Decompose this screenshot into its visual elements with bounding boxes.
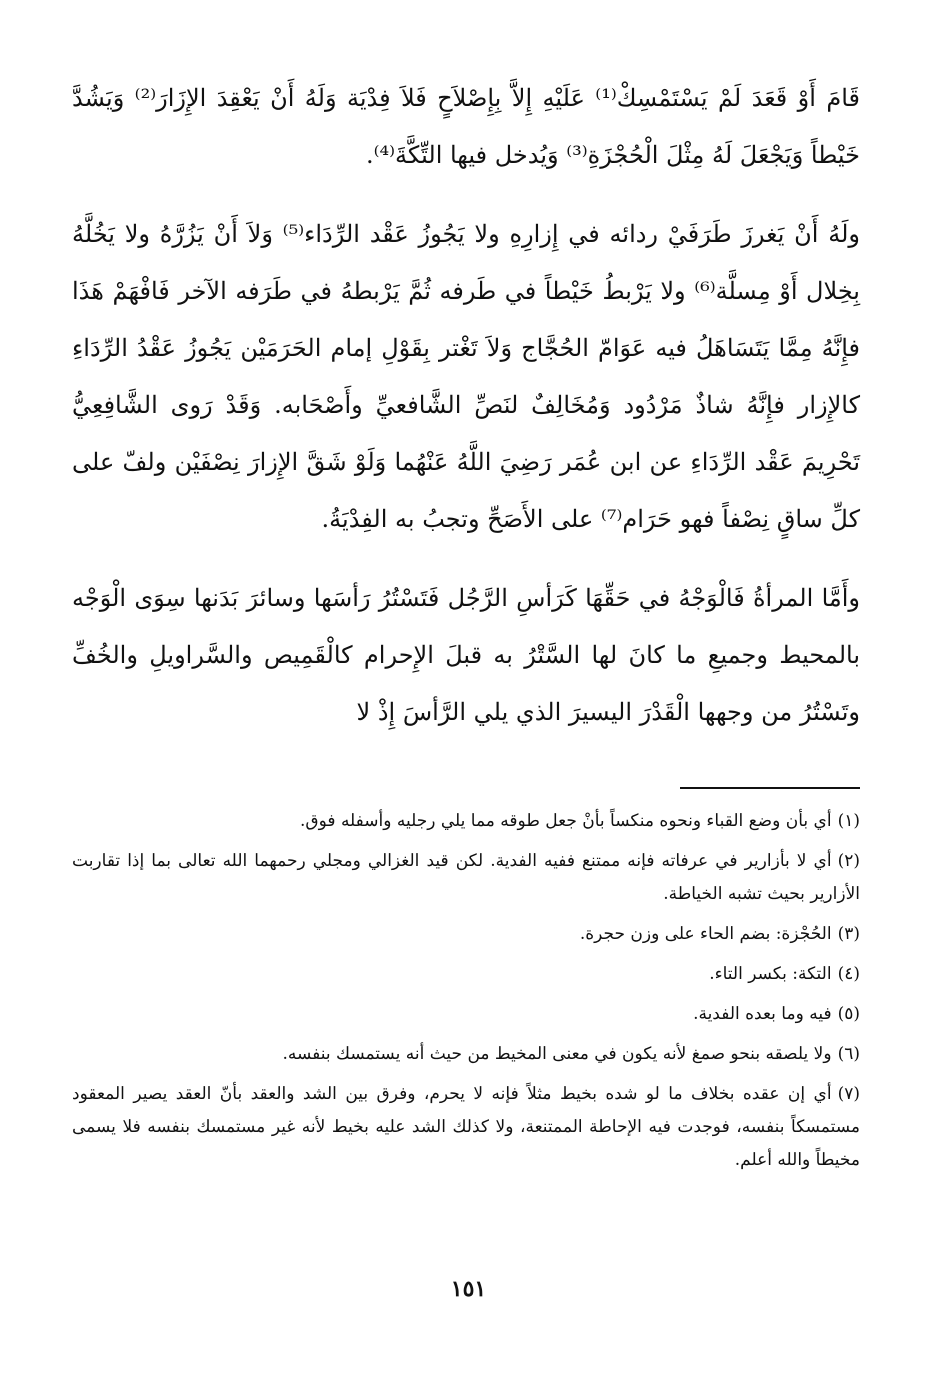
- footnote-text: فيه وما بعده الفدية.: [693, 1004, 832, 1024]
- footnote-number: (٢): [837, 851, 860, 871]
- page-body: [72, 70, 860, 1170]
- footnote-2: [72, 845, 860, 911]
- footnote-text: التكة: بكسر التاء.: [709, 964, 832, 984]
- footnote-text: أي بأن وضع القباء ونحوه منكساً بأنْ جعل طوقه مما يلي رجليه وأسفله فوق.: [300, 811, 832, 831]
- paragraph-3: وأَمَّا المرأةُ فَالْوَجْهُ في حَقِّهَا كَرَأسِ الرَّجُل فَتَسْتُرُ رَأسَها وسائرَ بَدَنها سِوَى الْوَجْه بالمحيط وجميعِ ما كانَ لها السَّتْرُ به قبلَ الإِحرام كالْقَمِيص والسَّراويلِ والخُفِّ وتَسْتُرُ من وجهها الْقَدْرَ اليسيرَ الذي يلي الرَّأسَ إِذْ لا: [72, 584, 860, 726]
- footnote-number: (٤): [837, 964, 860, 984]
- footnote-1: [72, 805, 860, 838]
- footnote-number: (٧): [837, 1084, 860, 1104]
- paragraph-1: قَامَ أَوْ قَعَدَ لَمْ يَسْتَمْسِكْ⁽¹⁾ عَلَيْهِ إِلاَّ بِإِصْلاَحٍ فَلاَ فِدْيَة وَلَهُ أَنْ يَعْقِدَ الإِزَارَ⁽²⁾ وَيَشُدَّ خَيْطاً وَيَجْعَلَ لَهُ مِثْلَ الْحُجْزَةِ⁽³⁾ وَيُدخل فيها التِّكَّةَ⁽⁴⁾.: [72, 84, 860, 169]
- footnote-6: [72, 1038, 860, 1071]
- footnote-5: [72, 998, 860, 1031]
- footnote-number: (٣): [837, 924, 860, 944]
- footnote-7: [72, 1078, 860, 1177]
- main-text: [72, 70, 860, 741]
- footnote-divider: [680, 787, 860, 789]
- footnotes: [72, 805, 860, 1184]
- footnote-text: أي لا بأزارير في عرفاته فإنه ممتنع ففيه الفدية. لكن قيد الغزالي ومجلي رحمهما الله تعالى بما إذا تقاربت الأزارير بحيث تشبه الخياطة.: [72, 851, 860, 904]
- footnote-number: (١): [837, 811, 860, 831]
- footnote-number: (٥): [837, 1004, 860, 1024]
- footnote-3: [72, 918, 860, 951]
- footnote-4: [72, 958, 860, 991]
- footnote-text: ولا يلصقه بنحو صمغ لأنه يكون في معنى المخيط من حيث أنه يستمسك بنفسه.: [282, 1044, 832, 1064]
- footnote-text: أي إن عقده بخلاف ما لو شده بخيط مثلاً فإنه لا يحرم، وفرق بين الشد والعقد بأنّ العقد يصير المعقود مستمسكاً بنفسه، فوجدت فيه الإحاطة الممتنعة، ولا كذلك الشد عليه بخيط لأنه غير مستمسك بنفسه فلا يسمى مخيطاً والله أعلم.: [72, 1084, 860, 1170]
- footnote-number: (٦): [837, 1044, 860, 1064]
- footnote-text: الحُجْزة: بضم الحاء على وزن حجرة.: [579, 924, 832, 944]
- page-number: ١٥١: [450, 1276, 487, 1302]
- paragraph-2: ولَهُ أَنْ يَغرزَ طَرَفَيْ ردائه في إِزارِهِ ولا يَجُوزُ عَقْد الرِّدَاء⁽⁵⁾ وَلاَ أَنْ يَزُرَّهُ ولا يَخُلَّهُ بِخِلال أَوْ مِسلَّة⁽⁶⁾ ولا يَرْبطُ خَيْطاً في طَرفه ثُمَّ يَرْبطهُ في طَرَفه الآخر فَافْهَمْ هَذَا فإِنَّهُ مِمَّا يَتَسَاهَلُ فيه عَوَامّ الحُجَّاج وَلاَ تَغْتر بِقَوْلِ إمام الحَرَمَيْن يَجُوزُ عَقْدُ الرِّدَاءِ كالإِزار فإِنَّهُ شاذٌ مَرْدُود وَمُخَالِفٌ لنَصِّ الشَّافعيِّ وأَصْحَابه. وَقَدْ رَوى الشَّافِعِيُّ تَحْرِيمَ عَقْد الرِّدَاءِ عن ابن عُمَر رَضِيَ اللَّهُ عَنْهُما وَلَوْ شَقَّ الإِزارَ نِصْفَيْن ولفّ على كلِّ ساقٍ نِصْفاً فهو حَرَام⁽⁷⁾ على الأَصَحِّ وتجبُ به الفِدْيَةُ.: [72, 220, 860, 533]
